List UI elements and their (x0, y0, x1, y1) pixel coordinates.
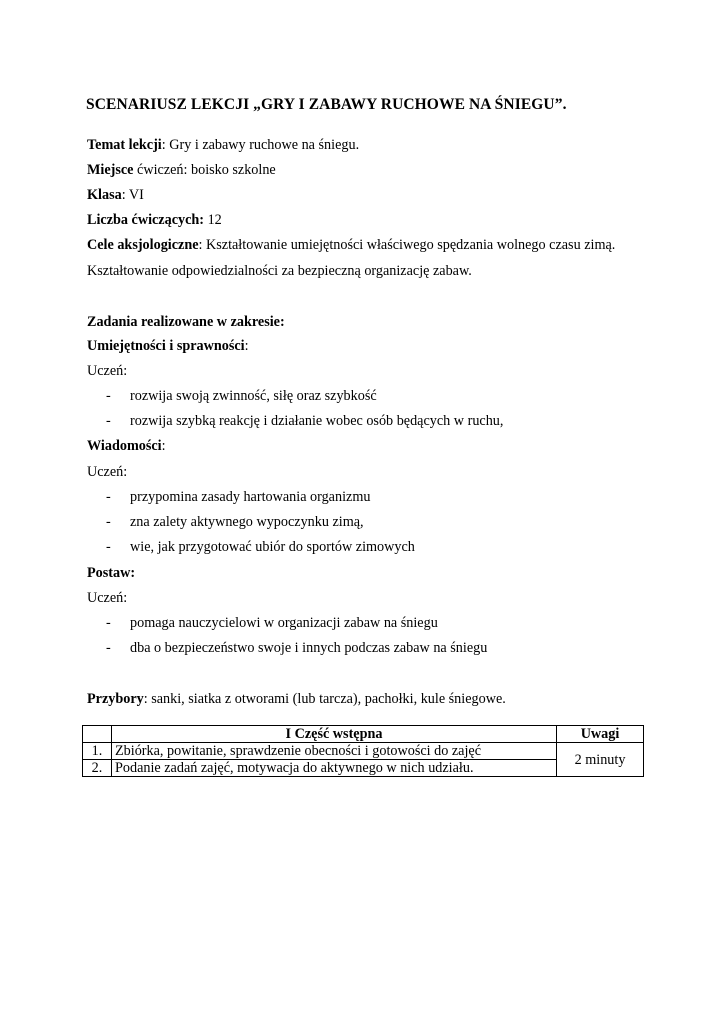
tasks-heading (87, 313, 285, 331)
goals-line (87, 236, 615, 254)
knowledge-student: Uczeń: (87, 464, 128, 480)
row-text: Zbiórka, powitanie, sprawdzenie obecności i gotowości do zajęć (112, 743, 557, 760)
goals-label: Cele aksjologiczne (87, 237, 199, 253)
bullet-dash: - (106, 514, 111, 530)
knowledge-heading (87, 437, 166, 455)
attitude-student: Uczeń: (87, 590, 128, 606)
list-item (106, 639, 487, 657)
equipment-line (87, 690, 506, 708)
topic-line (87, 136, 359, 154)
skills-heading (87, 337, 249, 355)
table-row (83, 743, 644, 760)
list-item-text: rozwija swoją zwinność, siłę oraz szybkość (130, 388, 377, 404)
list-item (106, 614, 438, 632)
attitude-heading (87, 564, 135, 582)
skills-heading-text: Umiejętności i sprawności (87, 338, 245, 354)
participants-label: Liczba ćwiczących: (87, 212, 205, 228)
row-number: 1. (83, 743, 112, 760)
knowledge-heading-colon: : (161, 438, 166, 454)
participants-value: 12 (204, 212, 222, 228)
list-item-text: zna zalety aktywnego wypoczynku zimą, (130, 514, 364, 530)
participants-line (87, 211, 222, 229)
list-item (106, 513, 364, 531)
class-value: : VI (121, 187, 144, 203)
place-label: Miejsce (87, 162, 134, 178)
list-item (106, 412, 503, 430)
list-item (106, 387, 377, 405)
notes-cell: 2 minuty (557, 743, 644, 777)
bullet-dash: - (106, 615, 111, 631)
list-item-text: wie, jak przygotować ubiór do sportów zimowych (130, 539, 415, 555)
goals-continuation: Kształtowanie odpowiedzialności za bezpieczną organizację zabaw. (87, 263, 472, 279)
equipment-label: Przybory (87, 691, 144, 707)
bullet-dash: - (106, 413, 111, 429)
header-notes-cell: Uwagi (557, 726, 644, 743)
bullet-dash: - (106, 539, 111, 555)
list-item-text: pomaga nauczycielowi w organizacji zabaw na śniegu (130, 615, 438, 631)
bullet-dash: - (106, 388, 111, 404)
header-number-cell (83, 726, 112, 743)
list-item-text: rozwija szybką reakcję i działanie wobec osób będących w ruchu, (130, 413, 504, 429)
list-item (106, 538, 415, 556)
goals-value: : Kształtowanie umiejętności właściwego spędzania wolnego czasu zimą. (198, 237, 616, 253)
skills-heading-colon: : (244, 338, 249, 354)
list-item (106, 488, 370, 506)
knowledge-heading-text: Wiadomości (87, 438, 162, 454)
header-part-cell: I Część wstępna (112, 726, 557, 743)
tasks-heading-text: Zadania realizowane w zakresie: (87, 314, 285, 330)
attitude-heading-text: Postaw: (87, 565, 136, 581)
topic-value: : Gry i zabawy ruchowe na śniegu. (161, 137, 360, 153)
place-line (87, 161, 276, 179)
list-item-text: przypomina zasady hartowania organizmu (130, 489, 371, 505)
place-label-plain: ćwiczeń (133, 162, 184, 178)
table-header-row (83, 726, 644, 743)
row-number: 2. (83, 760, 112, 777)
lesson-plan-table (82, 725, 644, 777)
bullet-dash: - (106, 489, 111, 505)
list-item-text: dba o bezpieczeństwo swoje i innych podczas zabaw na śniegu (130, 640, 488, 656)
class-label: Klasa (87, 187, 122, 203)
place-value: : boisko szkolne (183, 162, 276, 178)
skills-student: Uczeń: (87, 363, 128, 379)
topic-label: Temat lekcji (87, 137, 162, 153)
bullet-dash: - (106, 640, 111, 656)
equipment-value: : sanki, siatka z otworami (lub tarcza), pachołki, kule śniegowe. (143, 691, 506, 707)
class-line (87, 186, 144, 204)
document-title: SCENARIUSZ LEKCJI „GRY I ZABAWY RUCHOWE NA ŚNIEGU”. (86, 96, 567, 113)
row-text: Podanie zadań zajęć, motywacja do aktywnego w nich udziału. (112, 760, 557, 777)
